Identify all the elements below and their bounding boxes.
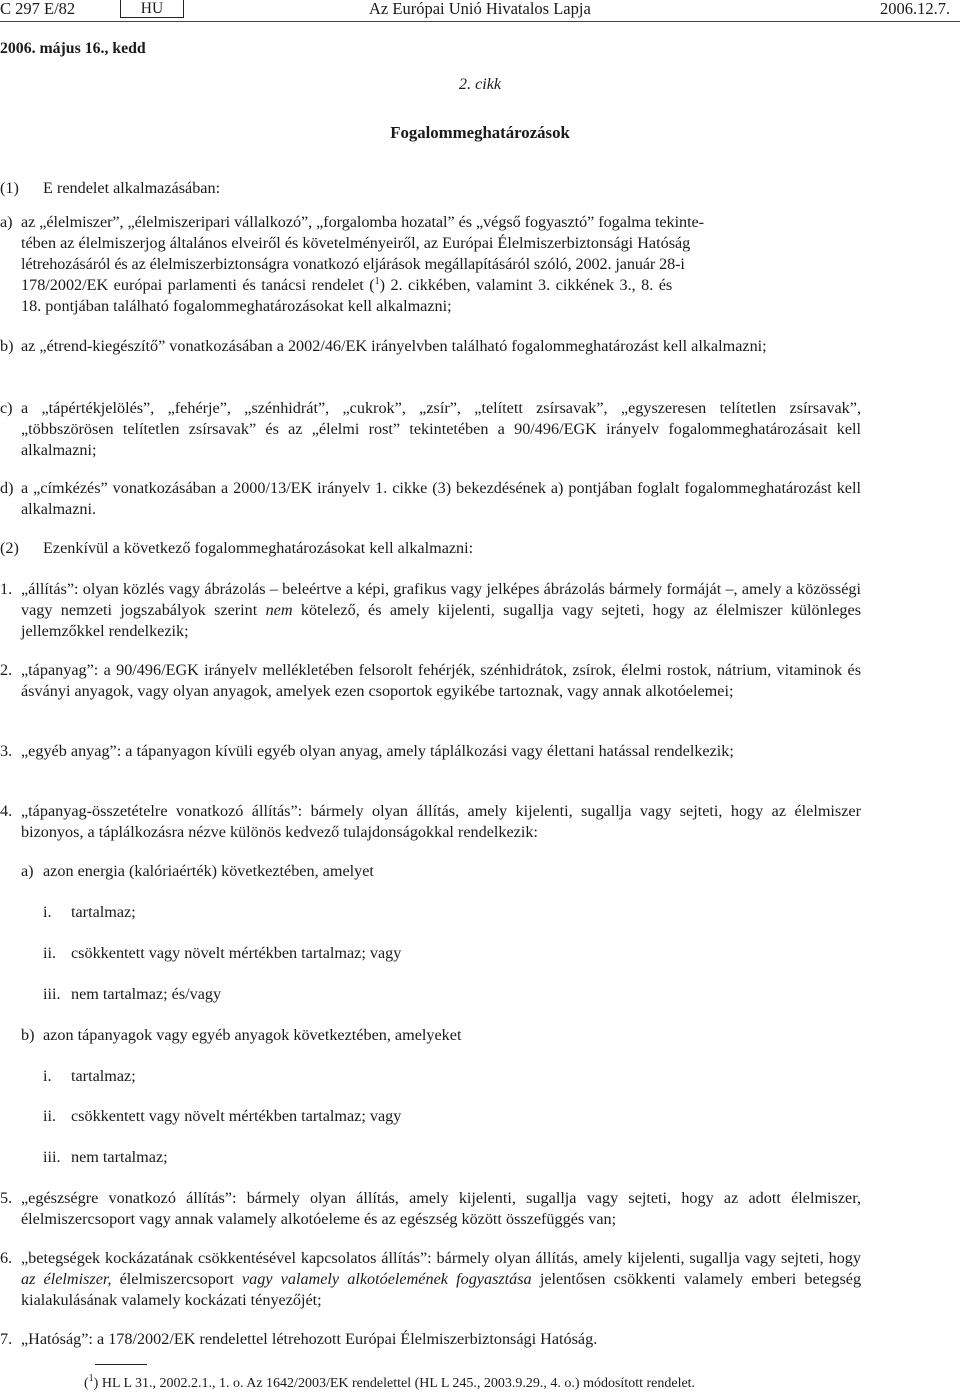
definition-7-text: „Hatóság”: a 178/2002/EK rendelettel létrehozott Európai Élelmiszerbiztonsági Hatóság. (21, 1330, 598, 1348)
footnote-text: ) HL L 31., 2002.2.1., 1. o. Az 1642/2003/EK rendelettel (HL L 245., 2003.9.29., 4. o.) módosított rendelet. (93, 1376, 696, 1391)
list-item-number: iii. (43, 985, 61, 1003)
definition-1-emphasis: nem (265, 601, 293, 619)
definition-6-emphasis-a: az élelmiszer, (21, 1270, 112, 1288)
point-c-text: a „tápértékjelölés”, „fehérje”, „szénhidrát”, „cukrok”, „zsír”, „telített zsírsavak”, „egyszeresen telítetlen zsírsavak”, „többszörösen telítetlen zsírsavak” és az „élelmi rost” tekintetében a 90/496/EGK irányelv fogalommeghatározásait kell alkalmazni; (21, 399, 861, 459)
definition-7-number: 7. (0, 1330, 13, 1348)
list-item-number: ii. (43, 1107, 57, 1125)
footnote-rule (95, 1364, 147, 1365)
list-item-number: iii. (43, 1148, 61, 1166)
article-number: 2. cikk (458, 75, 502, 93)
definition-6-text-c: jelentősen csökkenti valamely emberi betegség kialakulásának valamely kockázati tényezőjét; (21, 1270, 862, 1309)
point-a-line-3: létrehozásáról és az élelmiszerbiztonságra vonatkozó eljárások megállapításáról szóló, 2002. január 28-i (21, 255, 685, 273)
list-item-text: csökkentett vagy növelt mértékben tartalmaz; vagy (71, 1107, 402, 1125)
sitting-date: 2006. május 16., kedd (0, 40, 146, 57)
definition-4-text: „tápanyag-összetételre vonatkozó állítás”: bármely olyan állítás, amely kijelenti, sugallja vagy sejteti, hogy az élelmiszer bizonyos, a táplálkozásra nézve különös kedvező tulajdonságokkal rendelkezik: (21, 802, 861, 841)
definition-6-number: 6. (0, 1249, 13, 1267)
point-a-label: a) (0, 213, 13, 231)
journal-title: Az Európai Unió Hivatalos Lapja (369, 0, 591, 18)
definition-1-number: 1. (0, 580, 13, 598)
list-item-text: tartalmaz; (71, 1067, 136, 1085)
point-d-label: d) (0, 479, 14, 497)
definition-6-text-b: élelmiszercsoport (119, 1270, 234, 1288)
point-a-text-4a: 178/2002/EK európai parlamenti és tanácsi rendelet ( (21, 276, 375, 294)
definition-3-text: „egyéb anyag”: a tápanyagon kívüli egyéb olyan anyag, amely táplálkozási vagy élettani hatással rendelkezik; (21, 742, 734, 760)
definition-1-text (21, 579, 861, 642)
point-a-text-4b: ) 2. cikkében, valamint 3. cikkének 3., 8. és (379, 276, 673, 294)
definition-4-b-text: azon tápanyagok vagy egyéb anyagok következtében, amelyeket (43, 1026, 462, 1044)
list-item-text: csökkentett vagy növelt mértékben tartalmaz; vagy (71, 944, 402, 962)
definition-5-number: 5. (0, 1189, 13, 1207)
language-code-box: HU (120, 0, 184, 18)
list-item-text: tartalmaz; (71, 903, 136, 921)
definition-4-a-label: a) (21, 862, 34, 880)
definition-2-text: „tápanyag”: a 90/496/EGK irányelv mellékletében felsorolt fehérjék, szénhidrátok, zsírok, élelmi rostok, nátrium, vitaminok és ásványi anyagok, vagy olyan anyagok, amelyek ezen csoportok egyikébe tartoznak, vagy annak alkotóelemei; (21, 661, 861, 700)
footnote-ref[interactable]: 1 (374, 276, 380, 287)
point-c-label: c) (0, 399, 13, 417)
definition-5-text: „egészségre vonatkozó állítás”: bármely olyan állítás, amely kijelenti, sugallja vagy sejteti, hogy az adott élelmiszer, élelmiszercsoport vagy annak valamely alkotóeleme és az egészség között összefüggés van; (21, 1189, 861, 1228)
point-a-line-5: 18. pontjában található fogalommeghatározásokat kell alkalmazni; (21, 297, 452, 315)
definition-4-number: 4. (0, 802, 13, 820)
definition-4-a-text: azon energia (kalóriaérték) következtében, amelyet (43, 862, 374, 880)
point-b-text: az „étrend-kiegészítő” vonatkozásában a 2002/46/EK irányelvben található fogalommeghatározást kell alkalmazni; (21, 337, 767, 355)
publication-date: 2006.12.7. (880, 0, 951, 18)
paragraph-2-number: (2) (0, 539, 19, 557)
point-a-line-1: az „élelmiszer”, „élelmiszeripari vállalkozó”, „forgalomba hozatal” és „végső fogyasztó” fogalma tekinte- (21, 213, 704, 231)
list-item-number: i. (43, 903, 52, 921)
point-a-line-4 (21, 275, 672, 296)
list-item-number: ii. (43, 944, 57, 962)
list-item-number: i. (43, 1067, 52, 1085)
definition-3-number: 3. (0, 742, 13, 760)
definition-6-emphasis-b: vagy valamely alkotóelemének fogyasztása (241, 1270, 532, 1288)
definition-6-text-a: „betegségek kockázatának csökkentésével kapcsolatos állítás”: bármely olyan állítás, amely kijelenti, sugallja vagy sejteti, hogy (21, 1249, 861, 1267)
point-b-label: b) (0, 337, 14, 355)
footnote-marker: 1 (88, 1373, 94, 1384)
article-title: Fogalommeghatározások (390, 123, 570, 142)
paragraph-2-intro: Ezenkívül a következő fogalommeghatározásokat kell alkalmazni: (43, 539, 474, 557)
paragraph-1-number: (1) (0, 179, 19, 197)
footnote (84, 1373, 695, 1394)
list-item-text: nem tartalmaz; (71, 1148, 168, 1166)
definition-2-number: 2. (0, 661, 13, 679)
header-rule (0, 21, 960, 22)
definition-6-text (21, 1248, 861, 1311)
point-d-text: a „címkézés” vonatkozásában a 2000/13/EK irányelv 1. cikke (3) bekezdésének a) pontjában foglalt fogalommeghatározást kell alkalmazni. (21, 479, 861, 518)
paragraph-1-intro: E rendelet alkalmazásában: (43, 179, 221, 197)
definition-1-text-b: kötelező, és amely kijelenti, sugallja vagy sejteti, hogy az élelmiszer különleges jellemzőkkel rendelkezik; (21, 601, 862, 640)
definition-1-text-a: „állítás”: olyan közlés vagy ábrázolás – beleértve a képi, grafikus vagy jelképes ábrázolás bármely formáját –, amely a közösségi vagy nemzeti jogszabályok szerint (21, 580, 861, 619)
journal-reference: C 297 E/82 (0, 0, 76, 18)
point-a-line-2: tében az élelmiszerjog általános elveiről és követelményeiről, az Európai Élelmiszerbiztonsági Hatóság (21, 234, 691, 252)
list-item-text: nem tartalmaz; és/vagy (71, 985, 222, 1003)
definition-4-b-label: b) (21, 1026, 35, 1044)
footnote-open-paren: ( (84, 1376, 89, 1391)
page-header (0, 0, 960, 20)
